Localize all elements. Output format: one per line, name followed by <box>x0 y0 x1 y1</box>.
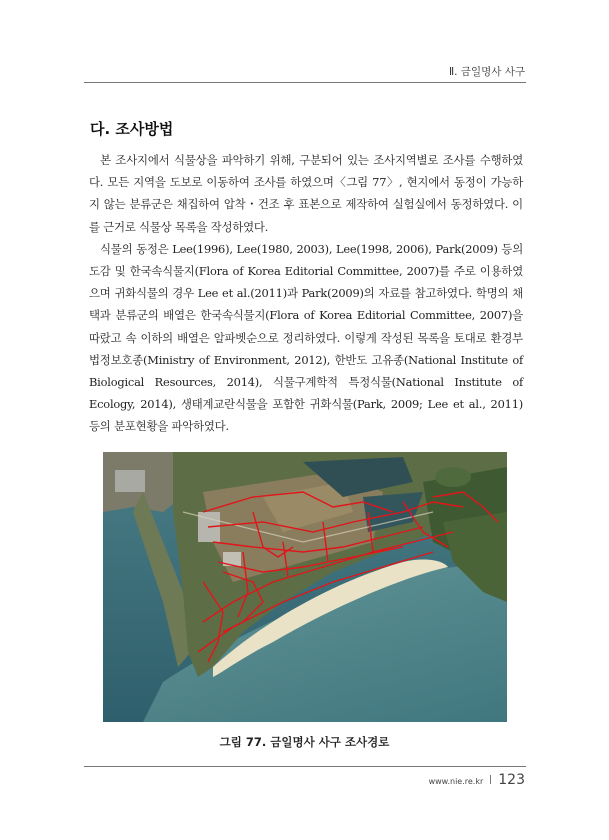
figure-caption: 그림 77. 금일명사 사구 조사경로 <box>219 735 390 749</box>
page-footer <box>429 772 525 788</box>
body-text <box>89 149 523 438</box>
footer-separator <box>490 775 491 784</box>
survey-route-aerial-photo <box>103 452 507 722</box>
page-number: 123 <box>498 772 525 788</box>
running-header: Ⅱ. 금일명사 사구 <box>448 66 525 78</box>
header-divider <box>84 82 526 83</box>
footer-divider <box>84 766 526 767</box>
paragraph-identification: 식물의 동정은 Lee(1996), Lee(1980, 2003), Lee(1998, 2006), Park(2009) 등의 도감 및 한국속식물지(Flora of Korea Editorial Committee, 2007)를 주로 이용하였으며 귀화식물의 경우 Lee et al.(2011)과 Park(2009)의 자료를 참고하였다. 학명의 채택과 분류군의 배열은 한국속식물지(Flora of Korea Editorial Committee, 2007)을 따랐고 속 이하의 배열은 알파벳순으로 정리하였다. 이렇게 작성된 목록을 토대로 환경부 법정보호종(Ministry of Environment, 2012), 한반도 고유종(National Institute of Biological Resources, 2014), 식물구계학적 특정식물(National Institute of Ecology, 2014), 생태계교란식물을 포함한 귀화식물(Park, 2009; Lee et al., 2011) 등의 분포현황을 파악하였다. <box>89 241 523 434</box>
section-heading: 다. 조사방법 <box>90 120 174 138</box>
paragraph-survey-method: 본 조사지에서 식물상을 파악하기 위해, 구분되어 있는 조사지역별로 조사를 수행하였다. 모든 지역을 도보로 이동하여 조사를 하였으며〈그림 77〉, 현지에서 동정이 가능하지 않는 분류군은 채집하여 압착・건조 후 표본으로 제작하여 실험실에서 동정하였다. 이를 근거로 식물상 목록을 작성하였다. <box>89 153 523 234</box>
footer-url: www.nie.re.kr <box>428 777 484 786</box>
